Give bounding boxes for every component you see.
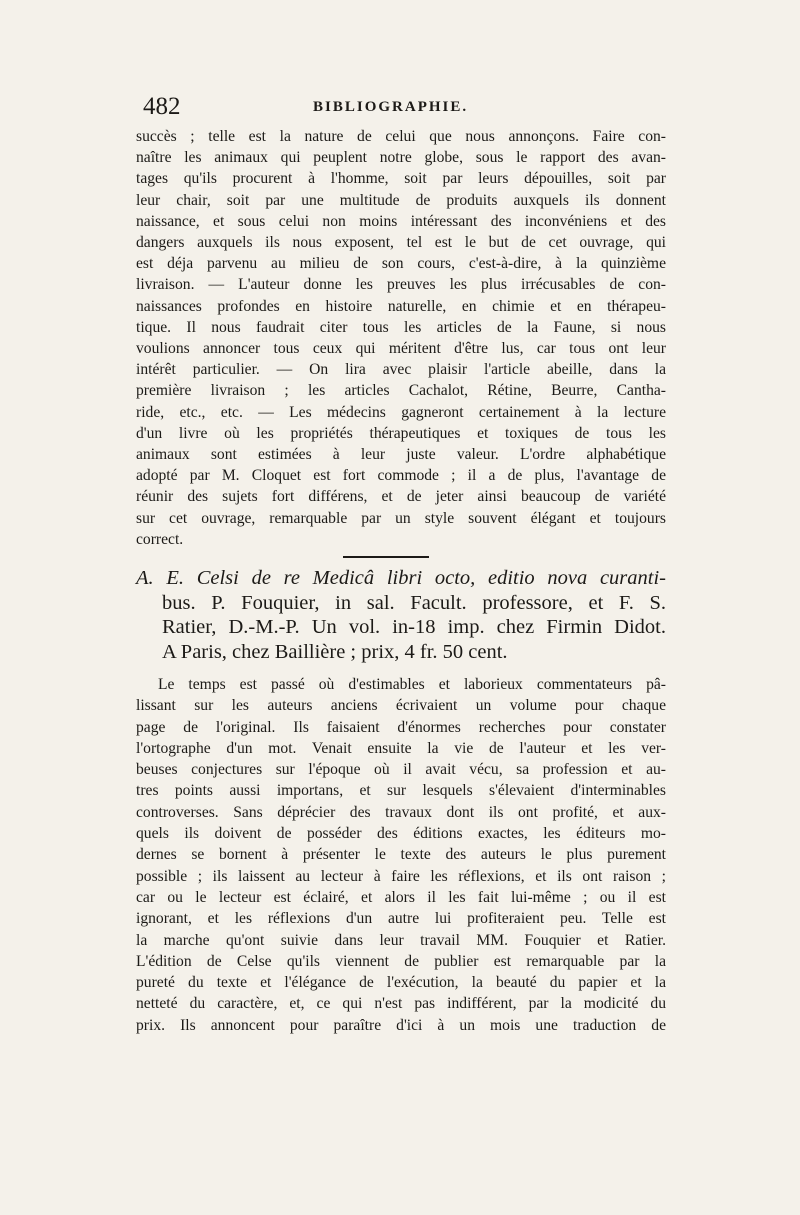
text-line: succès ; telle est la nature de celui que nous annonçons. Faire con-	[136, 128, 666, 145]
text-line: leur chair, soit par une multitude de produits auxquels ils donnent	[136, 191, 666, 209]
text-line: livraison. — L'auteur donne les preuves les plus irrécusables de con-	[136, 276, 666, 294]
title-line: Ratier, D.-M.-P. Un vol. in-18 imp. chez Firmin Didot.	[162, 616, 666, 639]
title-line: bus. P. Fouquier, in sal. Facult. professore, et F. S.	[162, 591, 666, 614]
text-line: prix. Ils annoncent pour paraître d'ici à un mois une traduction de	[136, 1016, 666, 1034]
title-line: A. E. Celsi de re Medicâ libri octo, editio nova curanti-	[136, 567, 666, 589]
text-line: naissances profondes en histoire naturelle, en chimie et en thérapeu-	[136, 297, 666, 315]
book-title-heading	[136, 566, 666, 664]
text-line: voulions annoncer tous ceux qui méritent d'être lus, car tous ont leur	[136, 340, 666, 358]
text-line: ride, etc., etc. — Les médecins gagneront certainement à la lecture	[136, 403, 666, 421]
text-line: beuses conjectures sur l'époque où il avait vécu, sa profession et au-	[136, 761, 666, 779]
text-line: l'ortographe d'un mot. Venait ensuite la vie de l'auteur et les ver-	[136, 739, 666, 757]
text-line: dangers auxquels ils nous exposent, tel est le but de cet ouvrage, qui	[136, 234, 666, 252]
text-line: naissance, et sous celui non moins intéressant des inconvéniens et des	[136, 212, 666, 230]
text-line: réunir des sujets fort différens, et de jeter ainsi beaucoup de variété	[136, 488, 666, 506]
review-paragraph	[136, 126, 666, 550]
text-line: d'un livre où les propriétés thérapeutiques et toxiques de tous les	[136, 424, 666, 442]
text-line: tique. Il nous faudrait citer tous les articles de la Faune, si nous	[136, 318, 666, 336]
text-line: naître les animaux qui peuplent notre globe, sous le rapport des avan-	[136, 149, 666, 167]
text-line: page de l'original. Ils faisaient d'énormes recherches pour constater	[136, 718, 666, 736]
text-line: tages qu'ils procurent à l'homme, soit par leurs dépouilles, soit par	[136, 170, 666, 188]
text-line: possible ; ils laissent au lecteur à faire les réflexions, et ils ont raison ;	[136, 867, 666, 885]
text-line: lissant sur les auteurs anciens écrivaient un volume pour chaque	[136, 697, 666, 715]
main-paragraph	[136, 674, 666, 1036]
text-line: tres points aussi importans, et sur lesquels s'élevaient d'interminables	[136, 782, 666, 800]
text-line: adopté par M. Cloquet est fort commode ; il a de plus, l'avantage de	[136, 467, 666, 485]
text-line: controverses. Sans déprécier des travaux dont ils ont profité, et aux-	[136, 803, 666, 821]
text-line: est déja parvenu au milieu de son cours, c'est-à-dire, à la quinzième	[136, 255, 666, 273]
page-number: 482	[143, 93, 181, 120]
text-line: dernes se bornent à présenter le texte des auteurs le plus purement	[136, 846, 666, 864]
text-line: L'édition de Celse qu'ils viennent de publier est remarquable par la	[136, 952, 666, 970]
text-line: correct.	[136, 530, 184, 548]
running-head: BIBLIOGRAPHIE.	[313, 99, 469, 115]
text-line: la marche qu'ont suivie dans leur travail MM. Fouquier et Ratier.	[136, 931, 666, 949]
text-line: intérêt particulier. — On lira avec plaisir l'article abeille, dans la	[136, 361, 666, 379]
text-line: netteté du caractère, et, ce qui n'est pas indifférent, par la modicité du	[136, 995, 666, 1013]
text-line: animaux sont estimées à leur juste valeur. L'ordre alphabétique	[136, 446, 666, 464]
text-line: pureté du texte et l'élégance de l'exécution, la beauté du papier et la	[136, 974, 666, 992]
page-header	[143, 94, 665, 120]
text-line: car ou le lecteur est éclairé, et alors il les fait lui-même ; ou il est	[136, 888, 666, 906]
text-line: ignorant, et les réflexions d'un autre lui profiteraient peu. Telle est	[136, 910, 666, 928]
title-line: A Paris, chez Baillière ; prix, 4 fr. 50 cent.	[162, 640, 508, 663]
text-line: sur cet ouvrage, remarquable par un style souvent élégant et toujours	[136, 509, 666, 527]
text-line: Le temps est passé où d'estimables et laborieux commentateurs pâ-	[158, 676, 666, 693]
text-line: quels ils doivent de posséder des éditions exactes, les éditeurs mo-	[136, 825, 666, 843]
section-divider	[343, 556, 429, 558]
text-line: première livraison ; les articles Cachalot, Rétine, Beurre, Cantha-	[136, 382, 666, 400]
